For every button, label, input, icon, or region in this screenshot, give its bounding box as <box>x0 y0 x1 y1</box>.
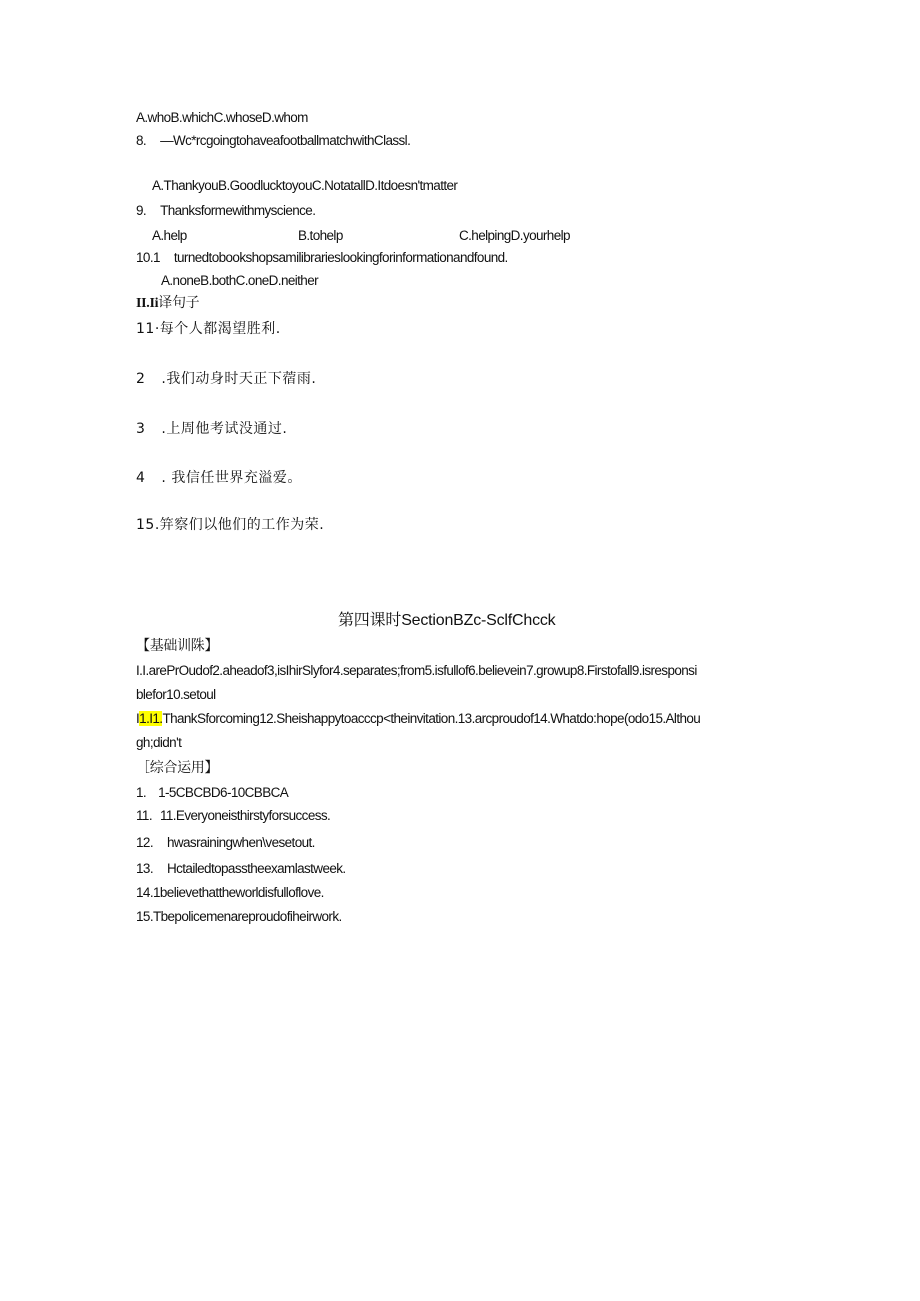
comp-item-number: 12. <box>136 835 153 850</box>
sentence-14 <box>136 471 302 485</box>
q8-text: —Wc*rcgoingtohaveafootballmatchwithClassl. <box>160 133 411 148</box>
basic-training-heading: 【基础训陎】 <box>136 638 219 654</box>
sentence-11: 11·每个人都渴望胜利. <box>136 321 281 337</box>
comp-item-15: 15.Tbepolicemenareproudofiheirwork. <box>136 909 342 924</box>
q8-options: A.ThankyouB.GoodlucktoyouC.NotatallD.Itdoesn'tmatter <box>152 178 458 193</box>
basic-answers-line-2: blefor10.setoul <box>136 687 216 702</box>
sentence-15: 15.笄察们以他们的工作为荣. <box>136 517 325 533</box>
sentence-12-text: .我们动身时天正下蓿雨. <box>161 371 317 387</box>
q9-option-b: B.tohelp <box>298 228 343 243</box>
basic-answers-line-1: I.I.arePrOudof2.aheadof3,isIhirSlyfor4.separates;from5.isfullof6.believein7.growup8.Firstofall9.isresponsi <box>136 663 697 678</box>
comp-item-number: 13. <box>136 861 153 876</box>
sentence-12 <box>136 372 316 386</box>
comp-item <box>136 809 330 823</box>
q8-number: 8. <box>136 133 147 148</box>
q9-question <box>136 204 315 218</box>
comp-item <box>136 836 315 850</box>
sentence-13-number: 3 <box>136 421 146 437</box>
sentence-14-text: . 我信任世界充溢爱。 <box>161 470 302 486</box>
q10-text: turnedtobookshopsamilibrarieslookingforinformationandfound. <box>173 250 508 265</box>
q8-question <box>136 134 410 148</box>
comp-item-14: 14.1believethattheworldisfulloflove. <box>136 885 324 900</box>
lesson4-title: 第四课时SectionBZc-SclfChcck <box>338 612 556 629</box>
sentence-14-number: 4 <box>136 470 146 486</box>
q9-number: 9. <box>136 203 147 218</box>
q9-option-a: A.help <box>152 228 187 243</box>
comp-item-text: Hctailedtopasstheexamlastweek. <box>166 861 346 876</box>
comp-item <box>136 786 288 800</box>
basic-answers-line-4: gh;didn't <box>136 735 182 750</box>
comp-item-text: hwasrainingwhen\vesetout. <box>166 835 315 850</box>
basic-answers-line-3 <box>136 712 700 726</box>
q7-options: A.whoB.whichC.whoseD.whom <box>136 110 308 125</box>
translation-heading <box>136 296 199 311</box>
basic-line-3-prefix: I <box>136 711 140 726</box>
sentence-12-number: 2 <box>136 371 146 387</box>
sentence-13 <box>136 422 287 436</box>
comp-item <box>136 862 346 876</box>
comp-item-text: 1-5CBCBD6-10CBBCA <box>158 785 289 800</box>
comp-item-number: 1. <box>136 785 147 800</box>
basic-line-3-text: ThankSforcoming12.Sheishappytoacccp<theinvitation.13.arcproudof14.Whatdo:hope(odo15.Althou <box>162 711 701 726</box>
translation-heading-text: 译句子 <box>158 295 200 311</box>
q9-text: Thanksformewithmyscience. <box>160 203 316 218</box>
q10-options: A.noneB.bothC.oneD.neither <box>161 273 319 288</box>
sentence-13-text: .上周他考试没通过. <box>161 421 288 437</box>
comprehensive-heading: ［综合运用】 <box>136 760 219 776</box>
q9-option-cd: C.helpingD.yourhelp <box>459 228 570 243</box>
q10-number: 10.1 <box>136 250 160 265</box>
translation-heading-roman: II.Ii <box>136 296 159 311</box>
comp-item-text: 11.Everyoneisthirstyforsuccess. <box>159 808 331 823</box>
comp-item-number: 11. <box>136 808 152 823</box>
q10-question <box>136 251 508 265</box>
highlighted-number: 1.I1. <box>139 711 163 726</box>
